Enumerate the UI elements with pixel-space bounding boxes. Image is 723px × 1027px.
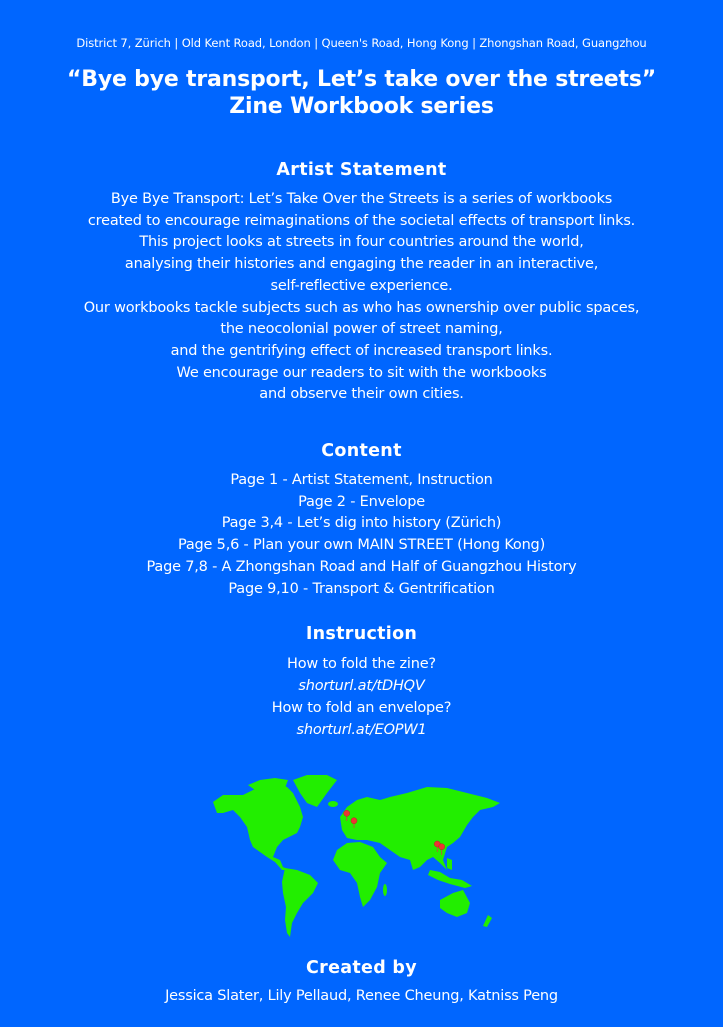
world-map-icon bbox=[200, 760, 520, 950]
title-line-1: “Bye bye transport, Let’s take over the streets” bbox=[67, 67, 656, 92]
statement-line: Our workbooks tackle subjects such as who has ownership over public spaces, bbox=[83, 299, 640, 316]
content-item: Page 1 - Artist Statement, Instruction bbox=[230, 472, 493, 488]
content-list bbox=[0, 470, 723, 600]
locations-line: District 7, Zürich | Old Kent Road, London | Queen's Road, Hong Kong | Zhongshan Road, Guangzhou bbox=[76, 36, 647, 50]
content-item: Page 3,4 - Let’s dig into history (Zürich) bbox=[221, 515, 502, 532]
instruction-question: How to fold the zine? bbox=[287, 656, 436, 672]
africa-shape bbox=[333, 842, 387, 907]
zine-fold-link[interactable]: shorturl.at/tDHQV bbox=[298, 678, 425, 694]
page-title bbox=[0, 66, 723, 120]
statement-line: This project looks at streets in four countries around the world, bbox=[139, 234, 584, 251]
statement-line: the neocolonial power of street naming, bbox=[220, 321, 503, 338]
artist-statement-body bbox=[0, 189, 723, 406]
statement-line: created to encourage reimaginations of the societal effects of transport links. bbox=[87, 212, 636, 229]
instruction-question: How to fold an envelope? bbox=[271, 700, 452, 716]
madagascar-shape bbox=[383, 884, 387, 896]
new-zealand-shape bbox=[483, 915, 492, 927]
instruction-heading: Instruction bbox=[305, 624, 418, 644]
content-item: Page 5,6 - Plan your own MAIN STREET (Hong Kong) bbox=[177, 537, 546, 554]
content-item: Page 9,10 - Transport & Gentrification bbox=[228, 580, 495, 597]
north-america-shape bbox=[213, 783, 303, 870]
south-america-shape bbox=[282, 868, 318, 937]
southeast-asia-islands-shape bbox=[428, 870, 472, 888]
content-item: Page 2 - Envelope bbox=[298, 493, 425, 510]
content-item: Page 7,8 - A Zhongshan Road and Half of Guangzhou History bbox=[146, 558, 577, 575]
statement-line: Bye Bye Transport: Let’s Take Over the Streets is a series of workbooks bbox=[110, 191, 613, 207]
australia-shape bbox=[440, 890, 470, 917]
statement-line: We encourage our readers to sit with the workbooks bbox=[176, 364, 547, 381]
statement-line: and observe their own cities. bbox=[259, 386, 464, 403]
iceland-shape bbox=[328, 801, 338, 807]
arctic-islands-shape bbox=[248, 778, 288, 790]
envelope-fold-link[interactable]: shorturl.at/EOPW1 bbox=[296, 722, 427, 738]
statement-line: and the gentrifying effect of increased transport links. bbox=[170, 342, 553, 359]
statement-line: self-reflective experience. bbox=[270, 277, 453, 294]
creator-names: Jessica Slater, Lily Pellaud, Renee Cheung, Katniss Peng bbox=[165, 988, 558, 1004]
statement-line: analysing their histories and engaging the reader in an interactive, bbox=[124, 256, 599, 273]
created-by-heading: Created by bbox=[306, 958, 417, 978]
content-heading: Content bbox=[321, 441, 402, 461]
title-line-2: Zine Workbook series bbox=[229, 94, 494, 119]
instruction-list bbox=[0, 653, 723, 741]
artist-statement-heading: Artist Statement bbox=[276, 160, 447, 180]
philippines-shape bbox=[447, 858, 452, 870]
